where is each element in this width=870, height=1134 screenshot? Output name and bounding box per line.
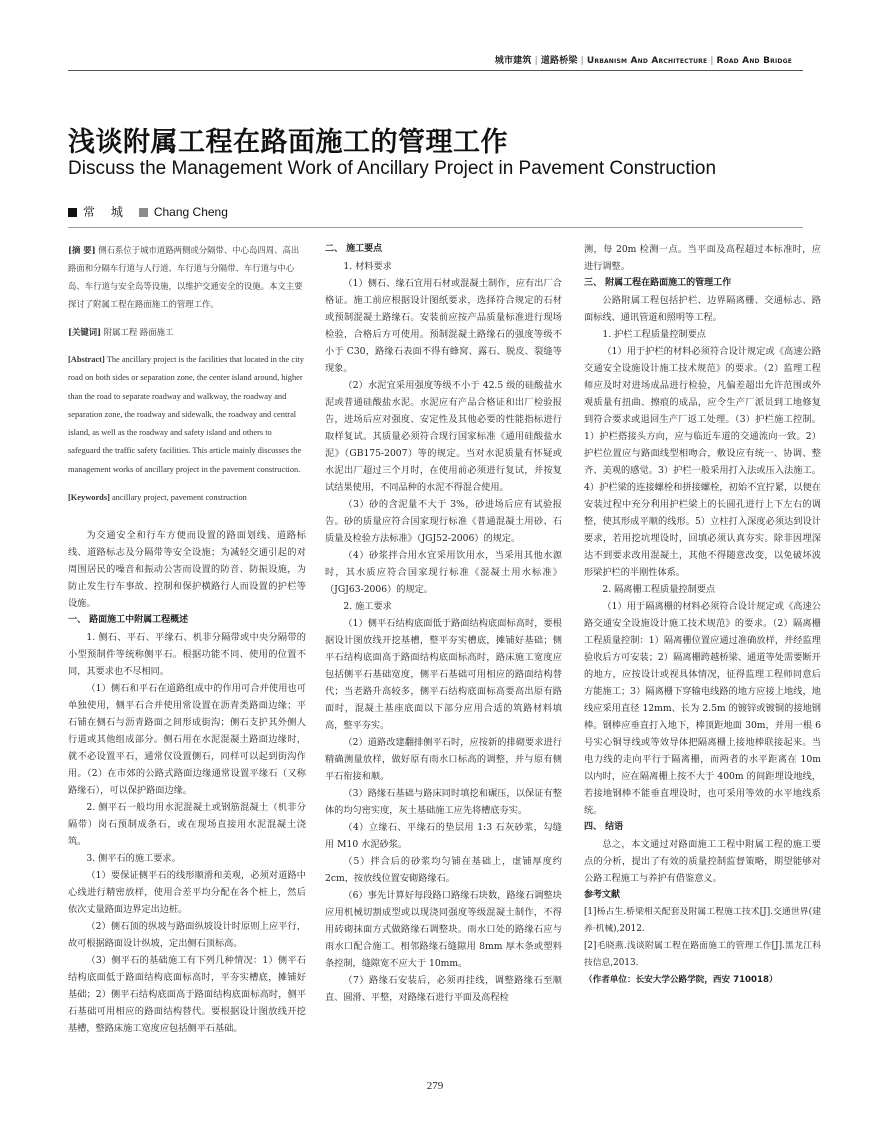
- column-1: [68, 241, 306, 1037]
- paragraph: （2）侧石顶的纵坡与路面纵坡设计时原则上应平行，故可根据路面设计纵坡，定出侧石顶标高。: [68, 921, 306, 950]
- abstract-zh-text: 侧石系位于城市道路两侧或分隔带、中心岛四周、高出路面和分隔车行道与人行道、车行道与分隔带、车行道与中心岛、车行道与安全岛等设施，以维护交通安全的设施。本文主要探讨了附属工程在路面施工的管理工作。: [68, 245, 303, 309]
- divider-rule: [68, 227, 803, 228]
- paragraph: （6）事先计算好每段路口路缘石块数，路缘石调整块应用机械切割成型或以现浇同强度等级混凝土制作，不得用砖砌抹面方式做路缘石调整块。雨水口处的路缘石应与雨水口配合施工。相邻路缘石缝隙用 8mm 厚木条或塑料条控制，缝隙宽不应大于 10mm。: [325, 890, 562, 969]
- header-subsection-en: Road And Bridge: [716, 56, 792, 66]
- keywords-zh: [68, 323, 306, 341]
- keywords-en: [68, 489, 306, 507]
- paragraph: 总之，本文通过对路面施工工程中附属工程的施工要点的分析，提出了有效的质量控制监督策略，期望能够对公路工程施工与养护有借鉴意义。: [584, 839, 821, 884]
- paragraph: （3）侧平石的基础施工有下列几种情况：1）侧平石结构底面低于路面结构底面标高时，平夯实槽底，摊铺好基础；2）侧平石结构底面高于路面结构底面标高时，侧平石基础可用相应的路面结构替代。要根据设计图放线开挖基槽，整路床施工宽度应包括侧平石基础。: [68, 955, 306, 1035]
- paragraph: （4）砂浆拌合用水宜采用饮用水，当采用其他水源时，其水质应符合国家现行标准《混凝土用水标准》（JGJ63-2006）的规定。: [325, 550, 562, 595]
- column-3-body: [584, 241, 821, 989]
- page-number: 279: [426, 1080, 444, 1092]
- header-rule: [68, 70, 803, 71]
- paragraph: （3）路缘石基础与路床同时填挖和碾压，以保证有整体的均匀密实度，灰土基础施工应先将槽底夯实。: [325, 788, 562, 816]
- running-header: 城市建筑 | 道路桥梁 | Urbanism And Architecture | Road And Bridge: [494, 56, 792, 66]
- paragraph: （3）砂的含泥量不大于 3%，砂进场后应有试验报告。砂的质量应符合国家现行标准《普通混凝土用砂、石质量及检验方法标准》（JGJ52-2006）的规定。: [325, 499, 562, 544]
- reference-item: [1]杨占生.桥梁相关配套及附属工程施工技术[J].交通世界(建养·机械),2012.: [584, 907, 821, 934]
- black-square-icon: [68, 208, 77, 217]
- header-subsection-zh: 道路桥梁: [540, 56, 578, 66]
- author-name-zh: 常 城: [83, 205, 129, 219]
- header-section-en: Urbanism And Architecture: [586, 56, 708, 66]
- reference-item: [2]毛晓燕.浅谈附属工程在路面施工的管理工作[J].黑龙江科技信息,2013.: [584, 941, 821, 968]
- section-heading: 二、 施工要点: [325, 244, 383, 254]
- paragraph: 公路附属工程包括护栏、边界隔离栅、交通标志、路面标线、通讯管道和照明等工程。: [584, 295, 821, 323]
- header-section-zh: 城市建筑: [494, 56, 532, 66]
- abstract-en: [68, 351, 306, 479]
- paragraph: 1. 材料要求: [343, 261, 392, 272]
- keywords-zh-text: 附属工程 路面施工: [103, 327, 174, 337]
- column-1-body: [68, 527, 306, 1037]
- paragraph: （1）要保证侧平石的线形顺滑和美观，必须对道路中心线进行精密放样，使用合差平均分配在各个桩上，然后依次丈量路面边界定出边桩。: [68, 870, 306, 916]
- title-english: Discuss the Management Work of Ancillary Project in Pavement Construction: [68, 158, 717, 179]
- section-heading: 参考文献: [584, 890, 621, 900]
- section-heading: 一、 路面施工中附属工程概述: [68, 615, 189, 626]
- paragraph: （1）侧平石结构底面低于路面结构底面标高时，要根据设计图放线开挖基槽，整平夯实槽底，摊铺好基础；侧平石结构底面高于路面结构底面标高时，路床施工宽度应包括侧平石基础宽度，侧平石基础可用相应的路面结构替代；当老路升高较多，侧平石结构底面标高要高出原有路面时，混凝土基座底面以下部分应用合适的筑路材料填高，整平夯实。: [325, 618, 562, 731]
- column-2: [325, 241, 562, 1006]
- column-2-body: [325, 241, 562, 1006]
- paragraph: 2. 施工要求: [343, 601, 392, 612]
- keywords-zh-label: [关键词]: [68, 327, 102, 337]
- paragraph: 1. 护栏工程质量控制要点: [602, 329, 706, 340]
- abstract-zh: [68, 241, 306, 313]
- paragraph: 2. 侧平石一般均用水泥混凝土或钢筋混凝土（机非分隔带）岗石预制成条石，或在现场直接用水泥混凝土浇筑。: [68, 802, 306, 848]
- paragraph: （1）用于护栏的材料必须符合设计规定或《高速公路交通安全设施设计施工技术规范》的要求。（2）监理工程师应及时对进场成品进行检验，凡偏差超出允许范围或外观质量有扭曲、擦痕的成品，应令生产厂派员到工地修复到符合要求或退回生产厂返工处理。（3）护栏施工控制。1）护栏搭接头方向，应与临近车道的交通流向一致。2）护栏位置应与路面线型相吻合，敷设应有统一、协调、整齐、美观的感觉。3）护栏一般采用打入法或压入法施工。4）护栏梁的连接螺栓和拼接螺栓，初始不宜拧紧，以便在安装过程中充分利用护栏梁上的长圆孔进行上下左右的调整，使其形成平顺的线形。5）立柱打入深度必须达到设计要求，若用挖坑埋设时，回填必须认真夯实。除非因埋深达不到要求改用混凝土，其他不得随意改变，以免破坏波形梁护栏的半刚性体系。: [584, 346, 821, 578]
- paragraph: 测，每 20m 检测一点。当平面及高程超过本标准时，应进行调整。: [584, 244, 821, 272]
- paragraph: （7）路缘石安装后，必须再挂线，调整路缘石至顺直、圆滑、平整，对路缘石进行平面及高程检: [325, 975, 562, 1003]
- paragraph: （1）用于隔离栅的材料必须符合设计规定或《高速公路交通安全设施设计施工技术规范》的要求。（2）隔离栅工程质量控制：1）隔离栅位置应通过准确放样，并经监理验收后方可安装；2）隔离栅跨越桥梁、通道等处需要断开的地方，应按设计或视具体情况，征得监理工程师同意后方能施工；3）隔离栅下穿输电线路的地方应接上地线，地线应采用直径 12mm、长为 2.5m 的镀锌或镀铜的接地钢棒。钢棒应垂直打入地下，棒顶距地面 30m，并用一根 6 号实心铜导线或等效导体把隔离栅上接地棒联接起来。当电力线的走向平行于隔离栅，而两者的水平距离在 10m 以内时，应在隔离栅上按不大于 400m 的间距埋设地线，若接地钢棒不能垂直埋设时，也可采用等效的水平地线系统。: [584, 601, 821, 816]
- abstract-zh-label: [摘 要]: [68, 245, 96, 255]
- author-affiliation: （作者单位：长安大学公路学院，西安 710018）: [584, 975, 778, 985]
- paragraph: （4）立缘石、平缘石的垫层用 1:3 石灰砂浆，勾缝用 M10 水泥砂浆。: [325, 822, 562, 850]
- author-line: [68, 203, 228, 220]
- paragraph: （2）水泥宜采用强度等级不小于 42.5 级的硅酸盐水泥或普通硅酸盐水泥。水泥应有产品合格证和出厂检验报告，进场后应对强度、安定性及其他必要的性能指标进行取样复试。其质量必须符合现行国家标准《通用硅酸盐水泥》（GB175-2007）等的规定。当对水泥质量有怀疑或水泥出厂超过三个月时，在使用前必须进行复试，并按复试结果使用，不同品种的水泥不得混合使用。: [325, 380, 562, 493]
- keywords-en-label: [Keywords]: [68, 493, 110, 503]
- paragraph: （5）拌合后的砂浆均匀铺在基础上，虚铺厚度约 2cm，按放线位置安砌路缘石。: [325, 856, 562, 884]
- paragraph: 1. 侧石、平石、平缘石、机非分隔带或中央分隔带的小型预制件等统称侧平石。根据功能不同、使用的位置不同，其要求也不尽相同。: [68, 632, 306, 678]
- paragraph: （1）侧石和平石在道路组成中的作用可合并使用也可单独使用，侧平石合并使用常设置在沥青类路面边缘；平石铺在侧石与沥青路面之间形成街沟；侧石支护其外侧人行道或其他组成部分。侧石用在水泥混凝土路面边缘时，就不必设置平石，通常仅设置侧石，同样可以起到街沟作用。（2）在市郊的公路式路面边缘通常设置平缘石（又称路缘石），可以保护路面边缘。: [68, 683, 306, 797]
- abstract-en-text: The ancillary project is the facilities that located in the city road on both sides or separation zone, the center island around, higher than the road to separate roadway and walkway, the roadway and separation zone, the roadway and sidewalk, the roadway and central island, as well as the roadway and safety island and others to safeguard the traffic safety facilities. This article mainly discusses the management works of ancillary project in the pavement construction.: [68, 355, 304, 474]
- paragraph: 3. 侧平石的施工要求。: [86, 853, 181, 865]
- section-heading: 四、 结语: [584, 822, 624, 832]
- keywords-en-text: ancillary project, pavement construction: [111, 493, 247, 503]
- title-chinese: 浅谈附属工程在路面施工的管理工作: [68, 127, 508, 158]
- paragraph: 2. 隔离栅工程质量控制要点: [602, 584, 716, 595]
- section-heading: 三、 附属工程在路面施工的管理工作: [584, 278, 732, 288]
- paragraph: （2）道路改建翻排侧平石时，应按新的排砌要求进行精确测量放样，做好原有雨水口标高的调整，并与原有侧平石衔接和顺。: [325, 737, 562, 782]
- gray-square-icon: [139, 208, 148, 217]
- abstract-en-label: [Abstract]: [68, 355, 105, 364]
- author-name-en: Chang Cheng: [153, 205, 228, 219]
- paragraph: 为交通安全和行车方便而设置的路面划线、道路标线、道路标志及分隔带等安全设施；为减轻交通引起的对周围居民的噪音和振动公害而设置的防音、防振设施，为防止发生行车事故、控制和保护横路行人而设置的护栏等设施。: [68, 530, 306, 610]
- paragraph: （1）侧石、缘石宜用石材或混凝土制作，应有出厂合格证。施工前应根据设计图纸要求，选择符合规定的石材或预制混凝土路缘石。安装前应按产品质量标准进行现场检验，合格后方可使用。预制混凝土路缘石的强度等级不小于 C30，路缘石表面不得有蜂窝、露石、脱皮、裂缝等现象。: [325, 278, 562, 374]
- column-3: [584, 241, 821, 989]
